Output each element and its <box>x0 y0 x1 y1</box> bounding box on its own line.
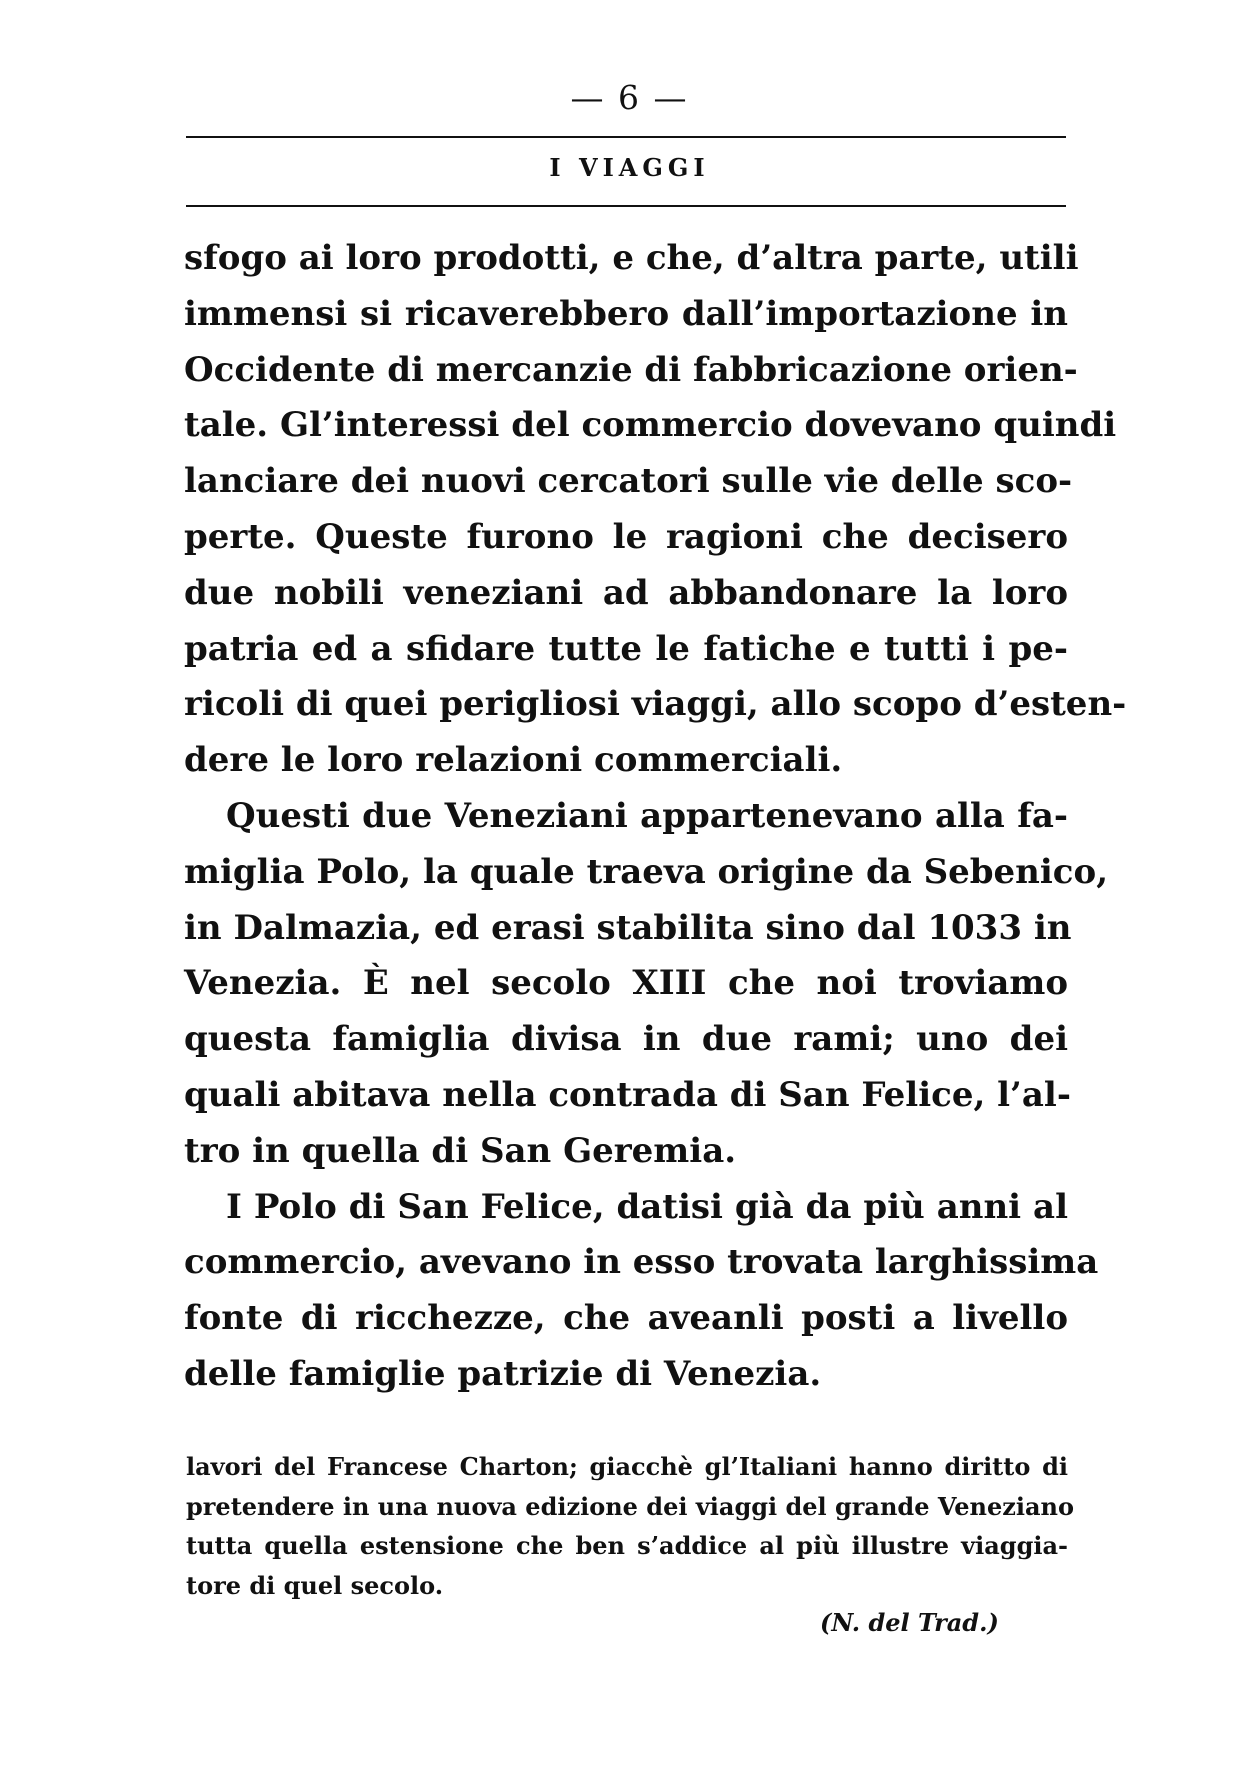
text-line: in Dalmazia, ed erasi stabilita sino dal 1033 in <box>184 907 1072 948</box>
text-line: I Polo di San Felice, datisi già da più anni al <box>226 1186 1068 1227</box>
text-line: delle famiglie patrizie di Venezia. <box>184 1353 822 1394</box>
text-line: miglia Polo, la quale traeva origine da Sebenico, <box>184 851 1109 892</box>
paragraph-2 <box>184 789 1109 1180</box>
text-line: sfogo ai loro prodotti, e che, d’altra parte, utili <box>184 238 1079 278</box>
footnote-line: lavori del Francese Charton; giacchè gl’Italiani hanno diritto di <box>186 1452 1068 1481</box>
text-line: perte. Queste furono le ragioni che decisero <box>184 516 1068 557</box>
header-rule-bottom <box>186 205 1066 207</box>
footnote-line: tore di quel secolo. <box>186 1570 444 1600</box>
page-number: — 6 — <box>570 78 689 117</box>
text-line: patria ed a sfidare tutte le fatiche e tutti i pe- <box>184 628 1068 669</box>
text-line: Questi due Veneziani appartenevano alla fa- <box>226 795 1068 836</box>
paragraph-3 <box>184 1180 1099 1403</box>
text-line: immensi si ricaverebbero dall’importazione in <box>184 293 1068 334</box>
text-line: fonte di ricchezze, che aveanli posti a livello <box>184 1298 1068 1339</box>
text-line: due nobili veneziani ad abbandonare la loro <box>184 572 1068 613</box>
running-head: I VIAGGI <box>549 153 710 182</box>
text-line: quali abitava nella contrada di San Felice, l’al- <box>184 1074 1071 1115</box>
header-rule-top <box>186 136 1066 138</box>
text-line: commercio, avevano in esso trovata larghissima <box>184 1242 1099 1283</box>
footnote-attribution: (N. del Trad.) <box>820 1608 999 1637</box>
body-text <box>184 231 1127 1403</box>
footnote-line: pretendere in una nuova edizione dei viaggi del grande Veneziano <box>186 1491 1074 1521</box>
text-line: Occidente di mercanzie di fabbricazione orien- <box>184 349 1078 390</box>
text-line: tro in quella di San Geremia. <box>184 1130 737 1171</box>
text-line: tale. Gl’interessi del commercio dovevano quindi <box>184 405 1117 446</box>
footnote <box>186 1447 1074 1605</box>
text-line: questa famiglia divisa in due rami; uno dei <box>184 1019 1068 1060</box>
text-line: dere le loro relazioni commerciali. <box>184 740 843 781</box>
text-line: lanciare dei nuovi cercatori sulle vie delle sco- <box>184 461 1073 502</box>
text-line: ricoli di quei perigliosi viaggi, allo scopo d’esten- <box>184 684 1127 725</box>
text-line: Venezia. È nel secolo XIII che noi troviamo <box>184 963 1068 1004</box>
paragraph-1 <box>184 231 1127 789</box>
footnote-line: tutta quella estensione che ben s’addice al più illustre viaggia- <box>186 1531 1068 1560</box>
